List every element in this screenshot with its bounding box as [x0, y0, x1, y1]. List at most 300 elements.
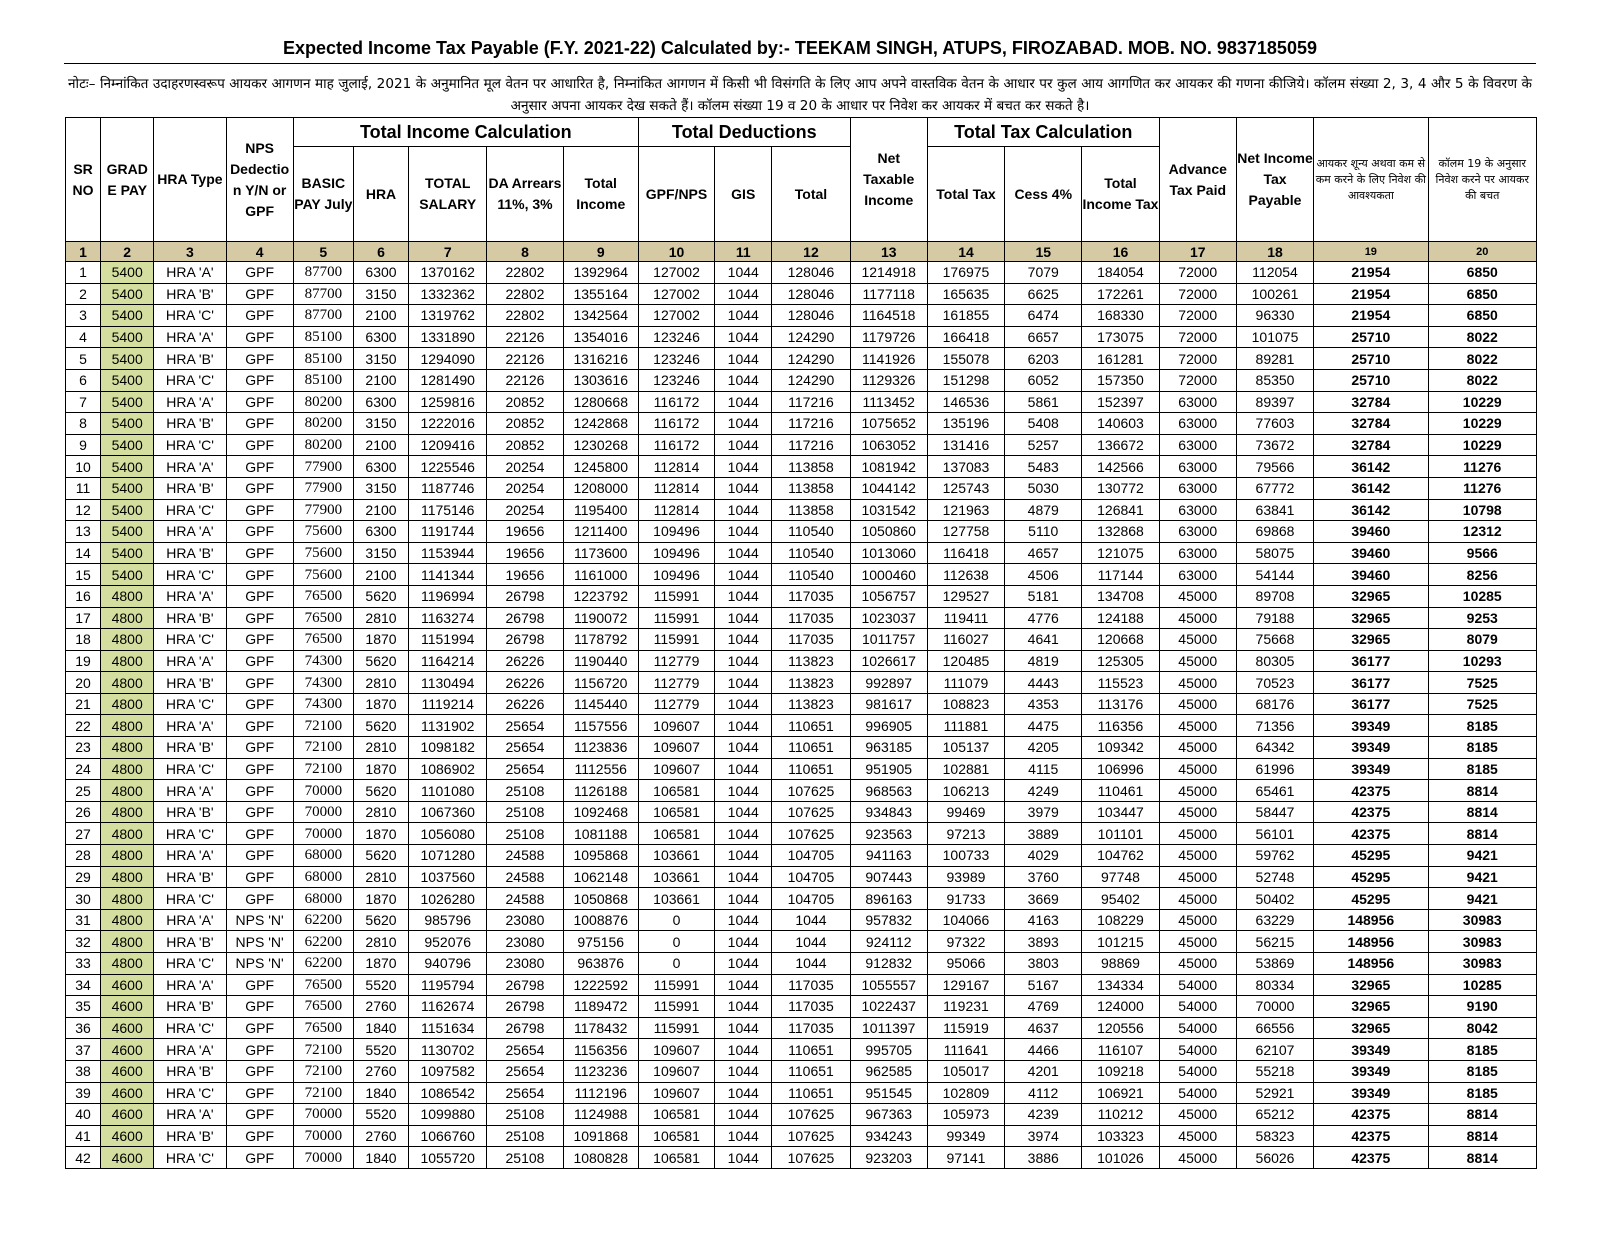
table-cell: 70000 [293, 801, 353, 823]
table-cell: 39349 [1314, 758, 1428, 780]
table-cell: 5257 [1005, 434, 1082, 456]
table-cell: 2810 [353, 672, 408, 694]
table-cell: 4800 [101, 953, 154, 975]
table-cell: 8814 [1428, 1147, 1537, 1169]
table-cell: 99349 [927, 1125, 1004, 1147]
table-cell: 3669 [1005, 888, 1082, 910]
table-cell: 116418 [927, 542, 1004, 564]
table-cell: 13 [66, 521, 101, 543]
table-cell: 110651 [772, 737, 850, 759]
column-number: 3 [154, 242, 226, 262]
table-cell: 5400 [101, 564, 154, 586]
table-row [66, 888, 1537, 910]
header-gis: GIS [715, 147, 772, 242]
table-cell: HRA 'A' [154, 262, 226, 284]
table-cell: 9190 [1428, 996, 1537, 1018]
table-cell: 1044 [772, 931, 850, 953]
table-cell: 76500 [293, 974, 353, 996]
table-cell: 103447 [1082, 801, 1159, 823]
table-cell: 5167 [1005, 974, 1082, 996]
table-cell: HRA 'A' [154, 456, 226, 478]
table-cell: 5400 [101, 348, 154, 370]
header-net-taxable: Net Taxable Income [850, 118, 927, 242]
table-cell: 32965 [1314, 585, 1428, 607]
table-cell: 54000 [1159, 996, 1236, 1018]
table-cell: 7525 [1428, 693, 1537, 715]
header-total-income-tax: Total Income Tax [1082, 147, 1159, 242]
table-cell: 8814 [1428, 1125, 1537, 1147]
table-cell: 120485 [927, 650, 1004, 672]
table-cell: 25108 [487, 1104, 563, 1126]
table-cell: 25654 [487, 1060, 563, 1082]
column-number: 8 [487, 242, 563, 262]
table-cell: 1066760 [409, 1125, 487, 1147]
table-cell: 72000 [1159, 348, 1236, 370]
table-cell: 172261 [1082, 283, 1159, 305]
table-cell: 26798 [487, 607, 563, 629]
table-cell: 127002 [638, 262, 714, 284]
table-cell: 941163 [850, 845, 927, 867]
table-cell: 113823 [772, 693, 850, 715]
table-cell: 1044 [715, 305, 772, 327]
table-cell: 5400 [101, 262, 154, 284]
table-cell: 127002 [638, 283, 714, 305]
table-cell: 28 [66, 845, 101, 867]
table-cell: 5620 [353, 845, 408, 867]
table-row [66, 953, 1537, 975]
table-row [66, 801, 1537, 823]
table-cell: 148956 [1314, 953, 1428, 975]
table-cell: 107625 [772, 1125, 850, 1147]
table-cell: 21954 [1314, 305, 1428, 327]
table-cell: 3150 [353, 542, 408, 564]
table-cell: 10285 [1428, 585, 1537, 607]
table-cell: 31 [66, 909, 101, 931]
table-cell: 4800 [101, 650, 154, 672]
table-cell: NPS 'N' [226, 931, 293, 953]
table-cell: 104066 [927, 909, 1004, 931]
table-cell: 4 [66, 326, 101, 348]
table-cell: 109607 [638, 1082, 714, 1104]
table-cell: 157350 [1082, 369, 1159, 391]
table-cell: 22802 [487, 283, 563, 305]
table-cell: 95066 [927, 953, 1004, 975]
column-number: 13 [850, 242, 927, 262]
table-cell: 22 [66, 715, 101, 737]
table-cell: 3979 [1005, 801, 1082, 823]
table-cell: 113823 [772, 672, 850, 694]
table-cell: 1044 [715, 758, 772, 780]
table-cell: 5620 [353, 585, 408, 607]
table-cell: 109342 [1082, 737, 1159, 759]
table-cell: 165635 [927, 283, 1004, 305]
table-row [66, 477, 1537, 499]
table-cell: 1008876 [563, 909, 638, 931]
table-cell: 1044 [715, 262, 772, 284]
table-cell: 110651 [772, 1082, 850, 1104]
table-cell: 66556 [1236, 1017, 1313, 1039]
table-cell: 42375 [1314, 1104, 1428, 1126]
table-cell: 4353 [1005, 693, 1082, 715]
table-cell: 5620 [353, 650, 408, 672]
table-cell: 105973 [927, 1104, 1004, 1126]
table-cell: 1044 [715, 953, 772, 975]
document-title: Expected Income Tax Payable (F.Y. 2021-22) Calculated by:- TEEKAM SINGH, ATUPS, FIROZABAD. MOB. NO. 9837185059 [283, 38, 1317, 58]
table-cell: 896163 [850, 888, 927, 910]
table-cell: 85100 [293, 348, 353, 370]
table-cell: 23 [66, 737, 101, 759]
table-cell: HRA 'C' [154, 953, 226, 975]
table-row [66, 434, 1537, 456]
table-cell: 1195794 [409, 974, 487, 996]
table-cell: 108229 [1082, 909, 1159, 931]
table-cell: 2 [66, 283, 101, 305]
table-cell: 1163274 [409, 607, 487, 629]
table-cell: 74300 [293, 650, 353, 672]
table-cell: 72100 [293, 758, 353, 780]
table-cell: 89397 [1236, 391, 1313, 413]
table-cell: 26226 [487, 672, 563, 694]
table-cell: 42375 [1314, 1147, 1428, 1169]
table-cell: 45000 [1159, 758, 1236, 780]
table-cell: HRA 'B' [154, 672, 226, 694]
table-cell: 1281490 [409, 369, 487, 391]
table-cell: 1157556 [563, 715, 638, 737]
table-cell: 89281 [1236, 348, 1313, 370]
table-cell: 109496 [638, 521, 714, 543]
table-cell: 116172 [638, 391, 714, 413]
table-cell: 5400 [101, 413, 154, 435]
table-cell: 1000460 [850, 564, 927, 586]
table-cell: 100733 [927, 845, 1004, 867]
table-cell: 20254 [487, 456, 563, 478]
table-cell: 54000 [1159, 974, 1236, 996]
table-cell: 1086902 [409, 758, 487, 780]
table-cell: 1 [66, 262, 101, 284]
table-cell: 137083 [927, 456, 1004, 478]
table-cell: 134708 [1082, 585, 1159, 607]
table-cell: 184054 [1082, 262, 1159, 284]
table-cell: 1151994 [409, 629, 487, 651]
table-cell: GPF [226, 564, 293, 586]
table-cell: 3803 [1005, 953, 1082, 975]
table-row [66, 391, 1537, 413]
table-cell: 107625 [772, 1104, 850, 1126]
table-cell: GPF [226, 1082, 293, 1104]
table-cell: 76500 [293, 629, 353, 651]
table-cell: 0 [638, 909, 714, 931]
table-cell: 25 [66, 780, 101, 802]
table-cell: 1050860 [850, 521, 927, 543]
table-cell: 115919 [927, 1017, 1004, 1039]
table-cell: 1044 [715, 629, 772, 651]
table-cell: 4800 [101, 672, 154, 694]
table-cell: 21954 [1314, 262, 1428, 284]
table-cell: 117035 [772, 607, 850, 629]
table-cell: 4800 [101, 737, 154, 759]
table-cell: 3150 [353, 413, 408, 435]
table-cell: 113858 [772, 477, 850, 499]
table-cell: 45295 [1314, 845, 1428, 867]
table-cell: 36142 [1314, 477, 1428, 499]
table-cell: 115991 [638, 996, 714, 1018]
table-cell: 10229 [1428, 434, 1537, 456]
table-cell: 1044 [715, 974, 772, 996]
table-row [66, 1147, 1537, 1169]
header-total-salary: TOTAL SALARY [409, 147, 487, 242]
table-cell: 68176 [1236, 693, 1313, 715]
table-cell: 63000 [1159, 456, 1236, 478]
header-total-income: Total Income [563, 147, 638, 242]
table-cell: 36177 [1314, 693, 1428, 715]
table-cell: 70000 [293, 823, 353, 845]
table-cell: HRA 'C' [154, 693, 226, 715]
table-cell: 6850 [1428, 305, 1537, 327]
table-cell: HRA 'C' [154, 629, 226, 651]
table-cell: 963876 [563, 953, 638, 975]
table-cell: 25108 [487, 1125, 563, 1147]
table-cell: 104705 [772, 866, 850, 888]
table-cell: 3889 [1005, 823, 1082, 845]
table-cell: 120556 [1082, 1017, 1159, 1039]
table-cell: 1129326 [850, 369, 927, 391]
table-cell: 1230268 [563, 434, 638, 456]
table-cell: 39460 [1314, 521, 1428, 543]
table-cell: 5400 [101, 326, 154, 348]
column-number-row [66, 242, 1537, 262]
table-row [66, 780, 1537, 802]
table-cell: 63000 [1159, 477, 1236, 499]
table-cell: 63000 [1159, 391, 1236, 413]
table-row [66, 1039, 1537, 1061]
table-cell: 42375 [1314, 780, 1428, 802]
table-row [66, 1017, 1537, 1039]
table-cell: 152397 [1082, 391, 1159, 413]
table-cell: 20254 [487, 477, 563, 499]
table-cell: 1095868 [563, 845, 638, 867]
table-cell: 4600 [101, 1082, 154, 1104]
table-cell: 104705 [772, 888, 850, 910]
table-cell: 1044 [715, 1125, 772, 1147]
table-cell: 25654 [487, 1039, 563, 1061]
table-cell: 142566 [1082, 456, 1159, 478]
table-cell: 62200 [293, 953, 353, 975]
table-cell: 4443 [1005, 672, 1082, 694]
table-cell: 1056080 [409, 823, 487, 845]
table-cell: 6300 [353, 521, 408, 543]
table-cell: 107625 [772, 780, 850, 802]
header-group-tax: Total Tax Calculation [927, 118, 1159, 147]
table-cell: 1044 [715, 672, 772, 694]
note-paragraph: नोटः– निम्नांकित उदाहरणस्वरूप आयकर आगणन माह जुलाई, 2021 के अनुमानित मूल वेतन पर आधारित है, निम्नांकित आगणन में किसी भी विसंगति के लिए आप अपने वास्तविक वेतन के आधार पर कुल आय आगणित कर आयकर की गणना कीजिये। कॉलम संख्या 2, 3, 4 और 5 के विवरण के अनुसार अपना आयकर देख सकते हैं। कॉलम संख्या 19 व 20 के आधार पर निवेश कर आयकर में बचत कर सकते है। [68, 76, 1532, 114]
table-cell: 62200 [293, 909, 353, 931]
table-cell: 80200 [293, 434, 353, 456]
table-cell: 20254 [487, 499, 563, 521]
table-cell: HRA 'A' [154, 521, 226, 543]
table-row [66, 693, 1537, 715]
table-cell: 0 [638, 953, 714, 975]
table-cell: 1092468 [563, 801, 638, 823]
table-cell: 5400 [101, 305, 154, 327]
table-cell: 80200 [293, 391, 353, 413]
table-cell: 117216 [772, 391, 850, 413]
table-cell: HRA 'B' [154, 1060, 226, 1082]
table-cell: HRA 'A' [154, 780, 226, 802]
table-row [66, 521, 1537, 543]
table-cell: 103661 [638, 866, 714, 888]
table-cell: 45000 [1159, 953, 1236, 975]
table-cell: 4657 [1005, 542, 1082, 564]
table-cell: 21954 [1314, 283, 1428, 305]
table-cell: 110651 [772, 758, 850, 780]
table-cell: 39349 [1314, 1039, 1428, 1061]
table-cell: 1214918 [850, 262, 927, 284]
table-cell: 62200 [293, 931, 353, 953]
table-cell: 72100 [293, 1039, 353, 1061]
table-cell: 2760 [353, 996, 408, 1018]
table-cell: GPF [226, 413, 293, 435]
table-cell: 117035 [772, 996, 850, 1018]
table-cell: 6203 [1005, 348, 1082, 370]
table-cell: 106996 [1082, 758, 1159, 780]
table-cell: 10285 [1428, 974, 1537, 996]
table-row [66, 909, 1537, 931]
table-cell: 72100 [293, 737, 353, 759]
table-cell: 34 [66, 974, 101, 996]
table-cell: 1062148 [563, 866, 638, 888]
table-cell: 128046 [772, 262, 850, 284]
table-cell: 1870 [353, 693, 408, 715]
table-cell: 4800 [101, 931, 154, 953]
table-cell: 4249 [1005, 780, 1082, 802]
table-cell: 1044 [715, 866, 772, 888]
table-cell: 128046 [772, 283, 850, 305]
table-cell: 6850 [1428, 262, 1537, 284]
table-cell: 912832 [850, 953, 927, 975]
table-cell: 127758 [927, 521, 1004, 543]
table-cell: 1178432 [563, 1017, 638, 1039]
table-cell: 45000 [1159, 607, 1236, 629]
table-row [66, 823, 1537, 845]
table-cell: 7525 [1428, 672, 1537, 694]
table-cell: 4879 [1005, 499, 1082, 521]
table-cell: 107625 [772, 823, 850, 845]
table-cell: 22126 [487, 369, 563, 391]
table-cell: 15 [66, 564, 101, 586]
table-cell: 1342564 [563, 305, 638, 327]
table-cell: 924112 [850, 931, 927, 953]
table-cell: 1162674 [409, 996, 487, 1018]
table-cell: 1097582 [409, 1060, 487, 1082]
column-number: 15 [1005, 242, 1082, 262]
column-number: 5 [293, 242, 353, 262]
table-cell: 1044 [715, 456, 772, 478]
table-cell: HRA 'A' [154, 650, 226, 672]
table-cell: 1156720 [563, 672, 638, 694]
table-cell: 45000 [1159, 1125, 1236, 1147]
header-deduction-total: Total [772, 147, 850, 242]
table-cell: 1112196 [563, 1082, 638, 1104]
table-cell: 63000 [1159, 521, 1236, 543]
table-cell: 115523 [1082, 672, 1159, 694]
table-cell: 1044142 [850, 477, 927, 499]
table-cell: 106581 [638, 1147, 714, 1169]
table-cell: 72000 [1159, 262, 1236, 284]
table-cell: 951905 [850, 758, 927, 780]
table-row [66, 1104, 1537, 1126]
table-cell: 26798 [487, 585, 563, 607]
table-cell: 4800 [101, 758, 154, 780]
table-cell: 25108 [487, 801, 563, 823]
table-cell: 113823 [772, 650, 850, 672]
table-cell: 26226 [487, 650, 563, 672]
table-cell: 18 [66, 629, 101, 651]
table-cell: 12312 [1428, 521, 1537, 543]
table-cell: 113858 [772, 499, 850, 521]
column-number: 6 [353, 242, 408, 262]
table-cell: 8022 [1428, 326, 1537, 348]
table-cell: GPF [226, 1125, 293, 1147]
table-cell: 1044 [715, 823, 772, 845]
table-cell: 1130494 [409, 672, 487, 694]
table-cell: 1026280 [409, 888, 487, 910]
table-cell: 1145440 [563, 693, 638, 715]
table-cell: 105137 [927, 737, 1004, 759]
table-cell: 4800 [101, 715, 154, 737]
table-cell: HRA 'A' [154, 1104, 226, 1126]
table-cell: 25654 [487, 758, 563, 780]
table-cell: 128046 [772, 305, 850, 327]
table-cell: 6850 [1428, 283, 1537, 305]
table-cell: 45000 [1159, 845, 1236, 867]
table-cell: GPF [226, 283, 293, 305]
table-cell: 109607 [638, 1039, 714, 1061]
header-hra: HRA [353, 147, 408, 242]
table-cell: 8814 [1428, 801, 1537, 823]
table-cell: 1071280 [409, 845, 487, 867]
table-cell: 115991 [638, 1017, 714, 1039]
table-cell: 1179726 [850, 326, 927, 348]
table-cell: 5110 [1005, 521, 1082, 543]
table-row [66, 585, 1537, 607]
table-cell: 1044 [715, 348, 772, 370]
table-cell: 168330 [1082, 305, 1159, 327]
table-cell: 45295 [1314, 888, 1428, 910]
table-cell: 1044 [715, 369, 772, 391]
table-cell: 85100 [293, 369, 353, 391]
table-cell: 111641 [927, 1039, 1004, 1061]
table-cell: 39349 [1314, 1082, 1428, 1104]
table-cell: 45000 [1159, 737, 1236, 759]
table-cell: GPF [226, 1017, 293, 1039]
table-cell: 76500 [293, 1017, 353, 1039]
table-cell: 26798 [487, 629, 563, 651]
table-cell: 2100 [353, 305, 408, 327]
table-cell: 1870 [353, 823, 408, 845]
table-cell: GPF [226, 456, 293, 478]
table-cell: 36142 [1314, 456, 1428, 478]
table-cell: HRA 'A' [154, 715, 226, 737]
table-cell: HRA 'C' [154, 564, 226, 586]
table-row [66, 499, 1537, 521]
table-cell: 5400 [101, 477, 154, 499]
header-advance-tax: Advance Tax Paid [1159, 118, 1236, 242]
table-cell: 1294090 [409, 348, 487, 370]
table-cell: 104762 [1082, 845, 1159, 867]
table-cell: 9253 [1428, 607, 1537, 629]
table-cell: 72000 [1159, 326, 1236, 348]
table-cell: NPS 'N' [226, 953, 293, 975]
